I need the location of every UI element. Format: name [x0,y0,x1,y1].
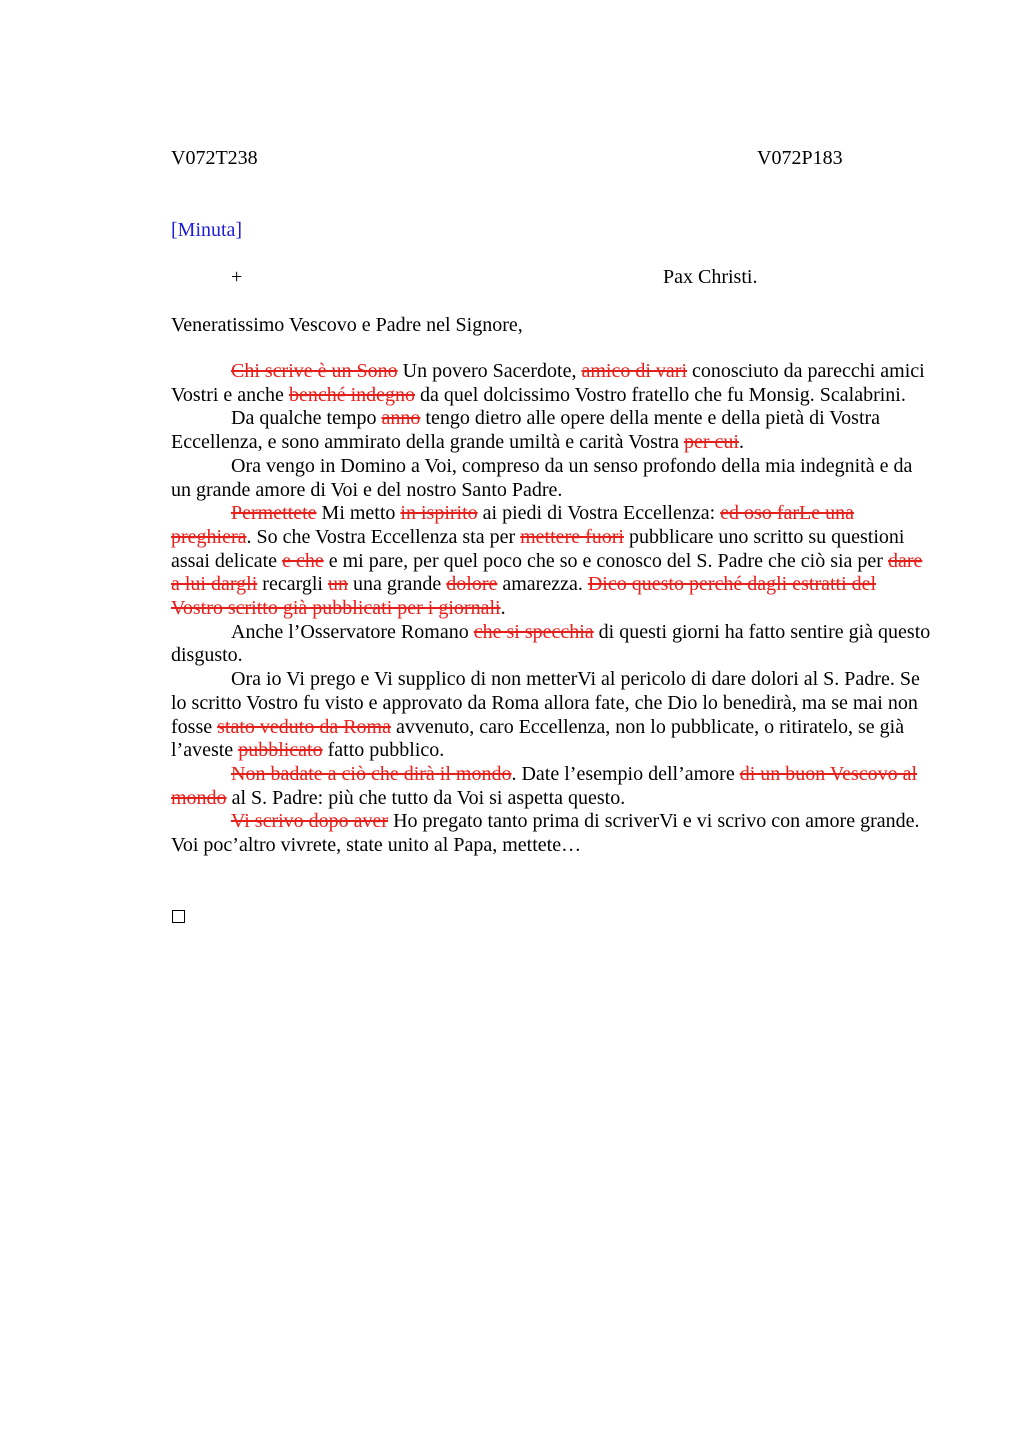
paragraph-text: . [738,431,744,454]
paragraph-text: da quel dolcissimo Vostro fratello che fu Monsig. Scalabrini. [415,383,906,406]
paragraph-text: Ho pregato tanto prima di scriverVi e vi scrivo con amore grande. Voi poc’altro vivrete, state unito al Papa, mettete… [171,810,920,857]
paragraph-text: fatto pubblico. [322,739,445,762]
letter-paragraph [171,502,931,621]
minuta-label: [Minuta] [171,219,243,241]
deleted-text: pubblicato [238,739,323,762]
deleted-text: in ispirito [400,502,478,525]
paragraph-text: pubblicare uno scritto su questioni assai delicate [171,525,905,572]
salutation: Veneratissimo Vescovo e Padre nel Signore, [171,314,523,336]
deleted-text: di un buon Vescovo al mondo [171,762,918,809]
paragraph-text: Ora io Vi prego e Vi supplico di non metterVi al pericolo di dare dolori al S. Padre. Se lo scritto Vostro fu visto e approvato da Roma allora fate, che Dio lo benedirà, ma se mai non fosse [171,668,920,738]
letter-paragraph [171,621,931,668]
paragraph-text: e mi pare, per quel poco che so e conosco del S. Padre che ciò sia per [323,549,888,572]
pax-christi-greeting: Pax Christi. [663,266,758,288]
deleted-text: benché indegno [288,383,416,406]
deleted-text: amico di vari [581,360,688,382]
deleted-text: Non badate a ciò che dirà il mondo [231,762,512,785]
paragraph-text: recargli [257,573,328,596]
deleted-text: Chi scrive è un Sono [231,360,398,382]
paragraph-text: . Date l’esempio dell’amore [511,762,740,785]
paragraph-text: avvenuto, caro Eccellenza, non lo pubblicate, o ritiratelo, se già l’aveste [171,715,905,762]
deleted-text: stato veduto da Roma [217,715,391,738]
deleted-text: mettere fuori [520,525,624,548]
paragraph-text: ai piedi di Vostra Eccellenza: [477,502,721,525]
letter-paragraph [171,360,931,407]
letter-paragraph [171,407,931,454]
deleted-text: ed oso farLe una preghiera [171,502,854,548]
deleted-text: anno [381,407,421,430]
letter-paragraph [171,810,931,857]
paragraph-text: di questi giorni ha fatto sentire già questo disgusto. [171,620,931,667]
deleted-text: Vi scrivo dopo aver [231,810,389,833]
paragraph-text: conosciuto da parecchi amici Vostri e anche [171,360,925,406]
square-box-icon [172,910,185,923]
paragraph-text: una grande [347,573,447,596]
paragraph-text: . So che Vostra Eccellenza sta per [246,525,521,548]
paragraph-text: Un povero Sacerdote, [397,360,582,382]
paragraph-text: amarezza. [497,573,588,596]
paragraph-text: . [500,597,506,620]
cross-mark: + [231,266,243,288]
paragraph-text: Mi metto [316,502,401,525]
deleted-text: dolore [446,573,498,596]
deleted-text: che si specchia [473,620,594,643]
deleted-text: un [327,573,348,596]
deleted-text: e che [282,549,324,572]
deleted-text: dare a lui dargli [171,549,923,596]
paragraph-text: al S. Padre: più che tutto da Voi si aspetta questo. [226,786,626,809]
deleted-text: Permettete [231,502,317,525]
paragraph-text: Anche l’Osservatore Romano [231,620,474,643]
letter-paragraph [171,455,931,502]
deleted-text: per cui [683,431,739,454]
paragraph-text: tengo dietro alle opere della mente e della pietà di Vostra Eccellenza, e sono ammirato della grande umiltà e carità Vostra [171,407,881,454]
letter-paragraph [171,763,931,810]
paragraph-text: Da qualche tempo [231,407,382,430]
paragraph-text: Ora vengo in Domino a Voi, compreso da un senso profondo della mia indegnità e da un grande amore di Voi e del nostro Santo Padre. [171,454,913,501]
letter-body [171,360,931,858]
document-code-right: V072P183 [757,147,843,169]
document-code-left: V072T238 [171,147,258,169]
deleted-text: Dico questo perché dagli estratti del Vostro scritto già pubblicati per i giornali [171,573,877,620]
letter-paragraph [171,668,931,763]
